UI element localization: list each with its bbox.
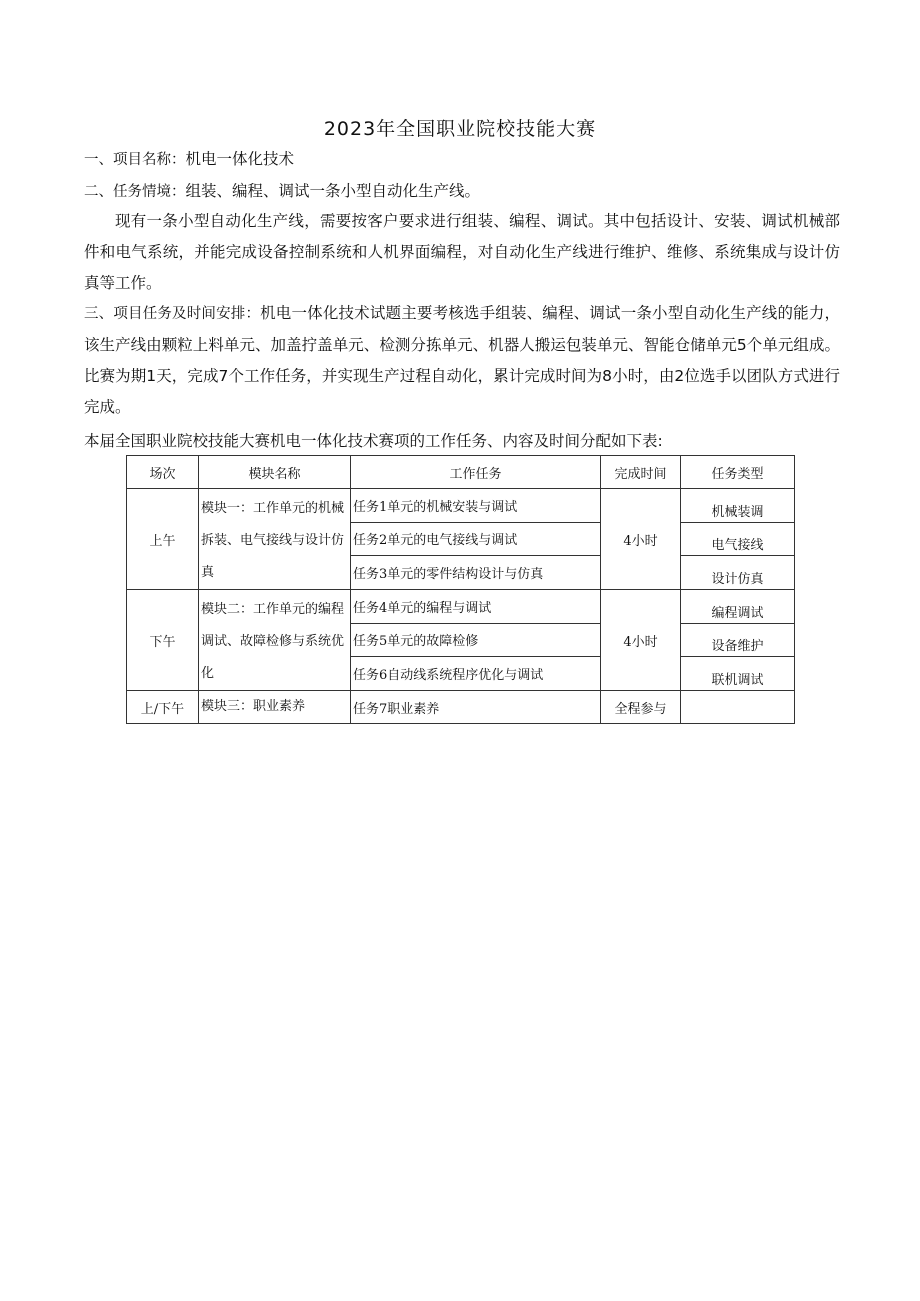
task-cell: 任务3单元的零件结构设计与仿真 xyxy=(351,556,601,590)
schedule-section-label: 三、项目任务及时间安排： xyxy=(84,306,261,322)
task-scenario-label: 二、任务情境： xyxy=(84,184,186,200)
schedule-section-text: 机电一体化技术试题主要考核选手组装、编程、调试一条小型自动化生产线的能力，该生产线由颗粒上料单元、加盖拧盖单元、检测分拣单元、机器人搬运包装单元、智能仓储单元5个单元组成。比赛为期1天，完成7个工作任务，并实现生产过程自动化，累计完成时间为8小时，由2位选手以团队方式进行完成。 xyxy=(84,304,840,416)
module-cell: 模块一：工作单元的机械拆装、电气接线与设计仿真 xyxy=(199,489,351,590)
table-row xyxy=(127,590,795,624)
time-cell: 4小时 xyxy=(601,590,681,691)
module-cell: 模块二：工作单元的编程调试、故障检修与系统优化 xyxy=(199,590,351,691)
schedule-table xyxy=(126,455,795,724)
type-cell: 电气接线 xyxy=(681,522,795,556)
type-cell: 机械装调 xyxy=(681,489,795,523)
task-cell: 任务6自动线系统程序优化与调试 xyxy=(351,657,601,691)
table-row xyxy=(127,489,795,523)
type-cell: 联机调试 xyxy=(681,657,795,691)
document-title: 2023年全国职业院校技能大赛 xyxy=(323,118,597,140)
project-name-line xyxy=(84,149,854,170)
header-module: 模块名称 xyxy=(199,456,351,489)
project-name-label: 一、项目名称： xyxy=(84,152,186,168)
task-scenario-line xyxy=(84,181,854,202)
time-cell: 全程参与 xyxy=(601,691,681,724)
header-task: 工作任务 xyxy=(351,456,601,489)
schedule-section-block xyxy=(84,298,840,423)
task-cell: 任务5单元的故障检修 xyxy=(351,623,601,657)
table-intro: 本届全国职业院校技能大赛机电一体化技术赛项的工作任务、内容及时间分配如下表: xyxy=(84,432,663,450)
task-cell: 任务4单元的编程与调试 xyxy=(351,590,601,624)
type-cell xyxy=(681,691,795,724)
header-session: 场次 xyxy=(127,456,199,489)
project-name-value: 机电一体化技术 xyxy=(185,150,295,168)
type-cell: 设计仿真 xyxy=(681,556,795,590)
scenario-paragraph: 现有一条小型自动化生产线，需要按客户要求进行组装、编程、调试。其中包括设计、安装、调试机械部件和电气系统，并能完成设备控制系统和人机界面编程，对自动化生产线进行维护、维修、系统集成与设计仿真等工作。 xyxy=(84,212,840,292)
module-cell: 模块三：职业素养 xyxy=(199,691,351,724)
session-cell: 下午 xyxy=(127,590,199,691)
table-row xyxy=(127,691,795,724)
header-time: 完成时间 xyxy=(601,456,681,489)
session-cell: 上午 xyxy=(127,489,199,590)
task-scenario-value: 组装、编程、调试一条小型自动化生产线。 xyxy=(185,182,481,200)
task-cell: 任务7职业素养 xyxy=(351,691,601,724)
scenario-paragraph-block xyxy=(84,206,840,299)
task-cell: 任务1单元的机械安装与调试 xyxy=(351,489,601,523)
header-type: 任务类型 xyxy=(681,456,795,489)
time-cell: 4小时 xyxy=(601,489,681,590)
session-cell: 上/下午 xyxy=(127,691,199,724)
type-cell: 编程调试 xyxy=(681,590,795,624)
task-cell: 任务2单元的电气接线与调试 xyxy=(351,522,601,556)
table-header-row xyxy=(127,456,795,489)
schedule-section-paragraph xyxy=(84,298,840,423)
type-cell: 设备维护 xyxy=(681,623,795,657)
